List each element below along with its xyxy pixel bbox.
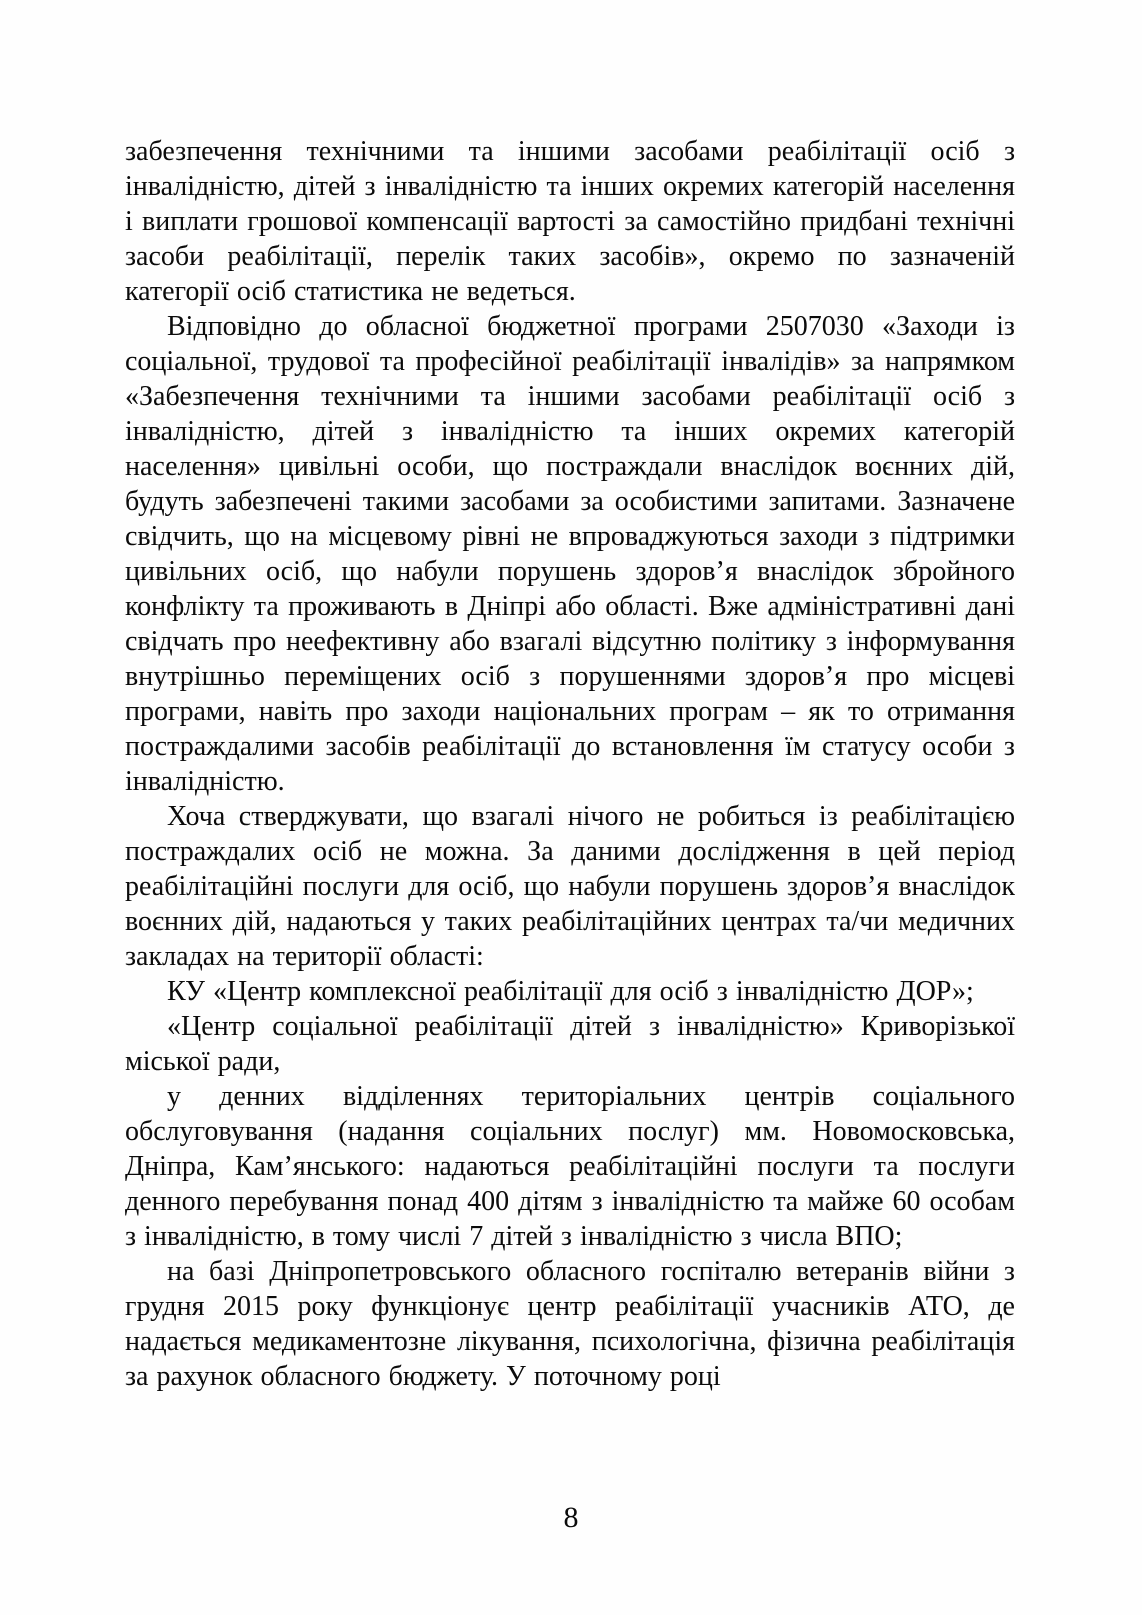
paragraph: Відповідно до обласної бюджетної програми 2507030 «Заходи із соціальної, трудової та професійної реабілітації інвалідів» за напрямком «Забезпечення технічними та іншими засобами реабілітації осіб з інвалідністю, дітей з інвалідністю та інших окремих категорій населення» цивільні особи, що постраждали внаслідок воєнних дій, будуть забезпечені такими засобами за особистими запитами. Зазначене свідчить, що на місцевому рівні не впроваджуються заходи з підтримки цивільних осіб, що набули порушень здоров’я внаслідок збройного конфлікту та проживають в Дніпрі або області. Вже адміністративні дані свідчать про неефективну або взагалі відсутню політику з інформування внутрішньо переміщених осіб з порушеннями здоров’я про місцеві програми, навіть про заходи національних програм – як то отримання постраждалими засобів реабілітації до встановлення їм статусу особи з інвалідністю. xyxy=(125,311,1015,797)
paragraph: КУ «Центр комплексної реабілітації для осіб з інвалідністю ДОР»; xyxy=(167,976,974,1007)
paragraph: у денних відділеннях територіальних центрів соціального обслуговування (надання соціальних послуг) мм. Новомосковська, Дніпра, Кам’янського: надаються реабілітаційні послуги та послуги денного перебування понад 400 дітям з інвалідністю та майже 60 особам з інвалідністю, в тому числі 7 дітей з інвалідністю з числа ВПО; xyxy=(125,1081,1015,1252)
page-text-block xyxy=(125,134,1015,1394)
page-number: 8 xyxy=(563,1501,579,1534)
paragraph: забезпечення технічними та іншими засобами реабілітації осіб з інвалідністю, дітей з інвалідністю та інших окремих категорій населення і виплати грошової компенсації вартості за самостійно придбані технічні засоби реабілітації, перелік таких засобів», окремо по зазначеній категорії осіб статистика не ведеться. xyxy=(125,136,1015,307)
paragraph: Хоча стверджувати, що взагалі нічого не робиться із реабілітацією постраждалих осіб не можна. За даними дослідження в цей період реабілітаційні послуги для осіб, що набули порушень здоров’я внаслідок воєнних дій, надаються у таких реабілітаційних центрах та/чи медичних закладах на території області: xyxy=(125,801,1015,972)
paragraph: «Центр соціальної реабілітації дітей з інвалідністю» Криворізької міської ради, xyxy=(125,1011,1015,1077)
paragraph: на базі Дніпропетровського обласного госпіталю ветеранів війни з грудня 2015 року функціонує центр реабілітації учасників АТО, де надається медикаментозне лікування, психологічна, фізична реабілітація за рахунок обласного бюджету. У поточному році xyxy=(125,1256,1015,1392)
